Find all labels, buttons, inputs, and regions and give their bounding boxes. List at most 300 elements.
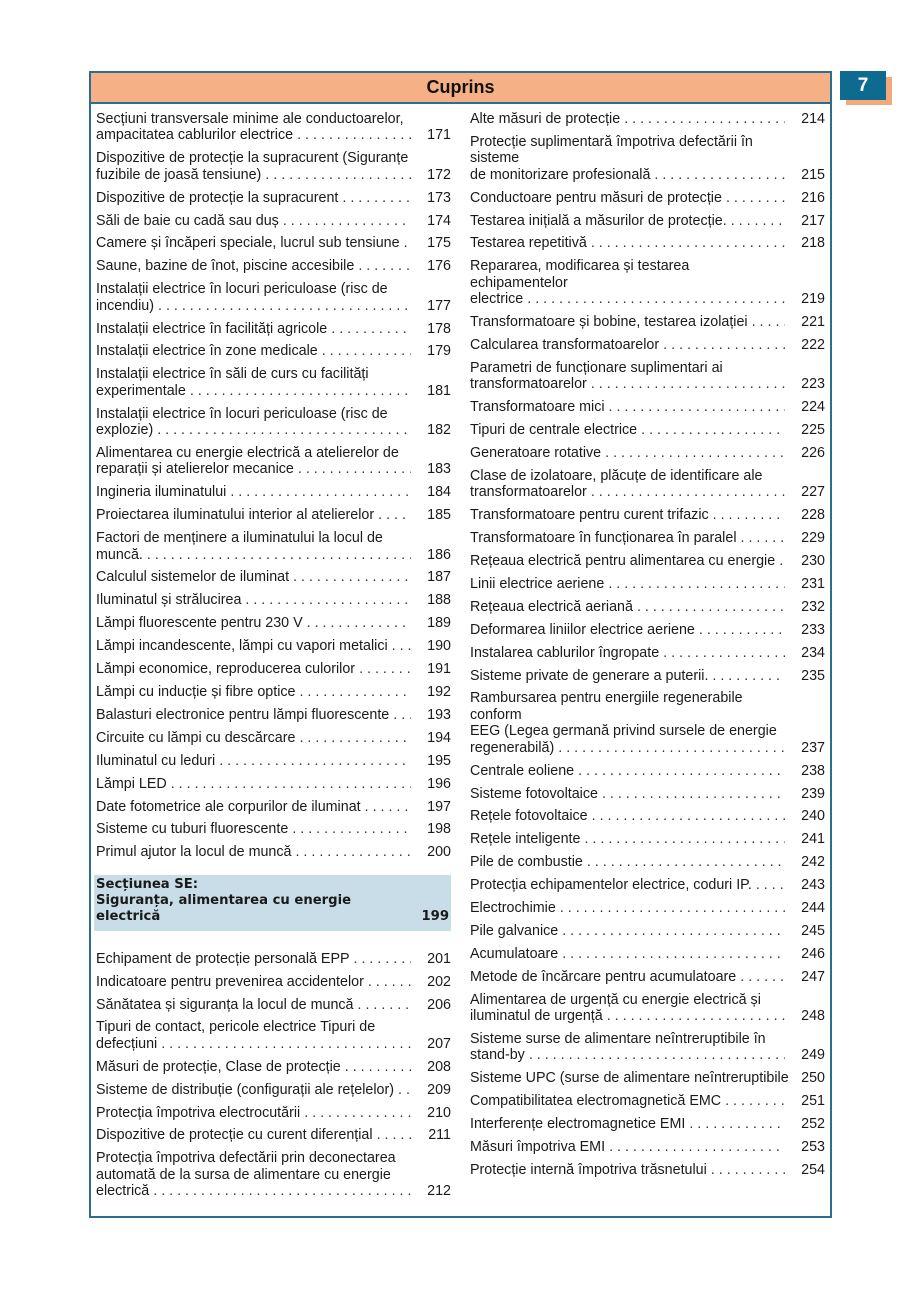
dot-leader [607, 1008, 785, 1024]
dot-leader [295, 844, 411, 860]
dot-leader [663, 337, 785, 353]
dot-leader [345, 1059, 411, 1075]
toc-entry-title-line: Sisteme surse de alimentare neîntreruptibile în [470, 1030, 766, 1047]
toc-entry-title-line: Protecția împotriva defectării prin deconectarea [96, 1150, 396, 1167]
dot-leader [605, 445, 785, 461]
toc-entry-title: electrică [96, 1183, 150, 1200]
toc-page-number: 191 [427, 661, 451, 678]
toc-entry-title: Sisteme cu tuburi fluorescente [96, 821, 289, 838]
toc-page-number: 176 [427, 258, 451, 275]
dot-leader [299, 684, 411, 700]
toc-entry[interactable] [96, 1082, 451, 1098]
dot-leader [587, 854, 785, 870]
toc-entry-title: Măsuri împotriva EMI [470, 1139, 606, 1155]
toc-entry[interactable] [470, 576, 825, 592]
toc-entry-title: Sisteme private de generare a puterii. [470, 667, 709, 684]
toc-page-number: 243 [801, 877, 825, 894]
toc-entry[interactable] [470, 530, 825, 546]
toc-entry[interactable] [96, 235, 451, 251]
dot-leader [245, 592, 411, 608]
dot-leader [404, 235, 411, 251]
toc-entry[interactable] [470, 360, 825, 393]
toc-entry[interactable] [96, 707, 451, 723]
toc-entry[interactable] [470, 877, 825, 893]
toc-entry[interactable] [96, 730, 451, 746]
toc-entry[interactable] [470, 599, 825, 615]
dot-leader [398, 1082, 411, 1098]
toc-entry[interactable] [96, 258, 451, 274]
toc-page-number: 225 [801, 422, 825, 439]
toc-entry[interactable] [96, 366, 451, 399]
toc-entry-title-line: Factori de menținere a iluminatului la locul de [96, 530, 383, 547]
toc-entry[interactable] [470, 831, 825, 847]
toc-entry-title: transformatoarelor [470, 484, 587, 501]
dot-leader [297, 127, 411, 143]
toc-entry-title: Echipament de protecție personală EPP [96, 950, 350, 967]
toc-entry-title: Protecția echipamentelor electrice, coduri IP. [470, 877, 752, 894]
toc-entry[interactable] [96, 974, 451, 990]
toc-page-number: 178 [427, 320, 451, 337]
dot-leader [608, 576, 785, 592]
toc-entry[interactable] [96, 343, 451, 359]
toc-page-number: 211 [428, 1127, 451, 1144]
toc-entry-title: Interferențe electromagnetice EMI [470, 1116, 686, 1133]
toc-entry[interactable] [470, 763, 825, 779]
toc-entry-title: Lămpi cu inducție și fibre optice [96, 683, 296, 700]
toc-entry[interactable] [96, 638, 451, 654]
dot-leader [591, 484, 785, 500]
toc-entry[interactable] [96, 321, 451, 337]
dot-leader [527, 291, 785, 307]
toc-entry-title: Iluminatul cu leduri [96, 752, 216, 769]
dot-leader [283, 213, 411, 229]
toc-entry-title: Transformatoare pentru curent trifazic [470, 507, 709, 524]
toc-entry-title: Instalații electrice în facilități agricole [96, 320, 328, 337]
toc-page-number: 248 [801, 1008, 825, 1025]
toc-entry-title: Rețele inteligente [470, 831, 581, 848]
dot-leader [358, 258, 411, 274]
toc-page-number: 214 [801, 111, 825, 127]
toc-entry-title: Transformatoare și bobine, testarea izolației [470, 314, 748, 331]
toc-entry[interactable] [470, 969, 825, 985]
dot-leader [712, 668, 785, 684]
toc-page-number: 232 [801, 598, 825, 615]
toc-entry-title: electrice [470, 291, 524, 308]
toc-page-number: 216 [801, 189, 825, 206]
toc-entry-title: Proiectarea iluminatului interior al atelierelor [96, 507, 375, 524]
toc-entry-title: Pile galvanice [470, 922, 559, 939]
dot-leader [322, 343, 411, 359]
section-label: Secțiunea SE: [96, 876, 199, 892]
toc-entry[interactable] [96, 484, 451, 500]
toc-page-number: 249 [801, 1047, 825, 1064]
toc-entry-title: Balasturi electronice pentru lămpi fluorescente [96, 706, 390, 723]
toc-page-number: 184 [427, 484, 451, 501]
toc-entry-title: Alte măsuri de protecție [470, 111, 621, 127]
toc-page-number: 194 [427, 729, 451, 746]
toc-entry[interactable] [470, 1031, 825, 1064]
toc-list-right [470, 111, 825, 1178]
dot-leader [171, 776, 411, 792]
toc-entry-title: Camere și încăperi speciale, lucrul sub tensiune [96, 235, 400, 252]
toc-left-column [96, 111, 451, 1206]
toc-entry[interactable] [470, 786, 825, 802]
toc-page-number: 245 [801, 922, 825, 939]
toc-entry[interactable] [96, 111, 451, 144]
toc-entry-title: Protecția împotriva electrocutării [96, 1104, 301, 1121]
dot-leader [529, 1047, 785, 1063]
toc-page-number: 188 [427, 592, 451, 609]
toc-entry[interactable] [470, 992, 825, 1025]
toc-entry-title: Circuite cu lămpi cu descărcare [96, 729, 296, 746]
toc-page-number: 200 [427, 844, 451, 861]
dot-leader [365, 799, 411, 815]
toc-page-number: 221 [801, 314, 825, 331]
dot-leader [219, 753, 411, 769]
toc-entry-title-line: Parametri de funcționare suplimentari ai [470, 359, 723, 376]
toc-entry[interactable] [470, 507, 825, 523]
page-number-badge: 7 [840, 71, 886, 100]
toc-entry-title: muncă. [96, 546, 143, 563]
toc-entry[interactable] [96, 753, 451, 769]
dot-leader [354, 951, 411, 967]
toc-entry-title: transformatoarelor [470, 376, 587, 393]
section-title: Siguranța, alimentarea cu energie electrică [96, 892, 352, 924]
dot-leader [562, 923, 785, 939]
toc-entry-title: Primul ajutor la locul de muncă [96, 844, 292, 861]
toc-page-number: 240 [801, 808, 825, 825]
toc-entry-title: Ingineria iluminatului [96, 484, 227, 501]
dot-leader [230, 484, 411, 500]
toc-entry[interactable] [470, 1162, 825, 1178]
toc-page-number: 254 [801, 1161, 825, 1178]
toc-page-number: 244 [801, 900, 825, 917]
toc-entry[interactable] [470, 213, 825, 229]
toc-page-number: 183 [427, 461, 451, 478]
toc-entry-title: Iluminatul și strălucirea [96, 592, 242, 609]
toc-entry-title: Dispozitive de protecție cu curent diferențial [96, 1127, 373, 1144]
toc-page-number: 227 [801, 484, 825, 501]
toc-page-number: 246 [801, 945, 825, 962]
toc-entry[interactable] [470, 645, 825, 661]
toc-entry-title: Instalarea cablurilor îngropate [470, 644, 660, 661]
toc-entry-title: Metode de încărcare pentru acumulatoare [470, 968, 737, 985]
toc-page-number: 237 [801, 739, 825, 756]
toc-entry[interactable] [96, 281, 451, 314]
toc-entry-title: Compatibilitatea electromagnetică EMC [470, 1093, 722, 1110]
toc-entry-title: Lămpi fluorescente pentru 230 V [96, 615, 303, 632]
toc-page-number: 195 [427, 752, 451, 769]
dot-leader [699, 622, 785, 638]
toc-entry-title-line: EEG (Legea germană privind sursele de energie [470, 723, 777, 740]
dot-leader [584, 831, 785, 847]
toc-page-number: 201 [427, 950, 451, 967]
toc-entry-title: Testarea inițială a măsurilor de protecție. [470, 212, 727, 229]
toc-entry[interactable] [470, 134, 825, 183]
page-title: Cuprins [91, 73, 830, 104]
toc-page-number: 182 [427, 422, 451, 439]
toc-entry-title: Dispozitive de protecție la supracurent [96, 189, 339, 206]
toc-entry[interactable] [96, 530, 451, 563]
toc-entry-title-line: Instalații electrice în săli de curs cu facilități [96, 366, 369, 383]
toc-entry-title: ampacitatea cablurilor electrice [96, 127, 294, 144]
toc-page-number: 198 [427, 821, 451, 838]
toc-entry[interactable] [96, 776, 451, 792]
toc-page-number: 171 [427, 127, 451, 144]
toc-page-number: 202 [427, 973, 451, 990]
toc-page-number: 209 [427, 1081, 451, 1098]
dot-leader [153, 1183, 411, 1199]
toc-entry-title: de monitorizare profesională [470, 166, 651, 183]
toc-page-number: 217 [801, 212, 825, 229]
toc-entry[interactable] [96, 1150, 451, 1199]
dot-leader [377, 1127, 411, 1143]
toc-entry-title: stand-by [470, 1047, 525, 1064]
dot-leader [392, 638, 411, 654]
dot-leader [756, 877, 785, 893]
toc-entry[interactable] [470, 1093, 825, 1109]
toc-page-number: 181 [427, 382, 451, 399]
toc-entry-title-line: automată de la sursa de alimentare cu energie [96, 1166, 391, 1183]
toc-entry-title: Rețeaua electrică pentru alimentarea cu energie [470, 553, 776, 570]
toc-page-number: 247 [801, 968, 825, 985]
toc-entry[interactable] [470, 808, 825, 824]
toc-entry[interactable] [470, 854, 825, 870]
toc-page-number: 208 [427, 1058, 451, 1075]
toc-entry-title: reparații și atelierelor mecanice [96, 461, 294, 478]
dot-leader [298, 461, 411, 477]
dot-leader [591, 235, 785, 251]
toc-entry[interactable] [96, 1105, 451, 1121]
toc-entry-title: Linii electrice aeriene [470, 575, 605, 592]
toc-entry-title-line: Repararea, modificarea și testarea echipamentelor [470, 258, 690, 291]
toc-entry[interactable] [470, 258, 825, 307]
dot-leader [393, 707, 411, 723]
toc-entry-title: Sănătatea și siguranța la locul de muncă [96, 996, 354, 1013]
section-header[interactable] [94, 875, 451, 931]
dot-leader [740, 969, 785, 985]
toc-entry-title: iluminatul de urgență [470, 1008, 603, 1025]
toc-entry[interactable] [470, 668, 825, 684]
toc-entry-title-line: Rambursarea pentru energiile regenerabile conform [470, 690, 743, 723]
toc-entry[interactable] [470, 235, 825, 251]
toc-page-number: 177 [427, 297, 451, 314]
toc-page-number: 230 [801, 553, 825, 570]
toc-entry[interactable] [470, 900, 825, 916]
dot-leader [558, 740, 785, 756]
toc-entry-title-line: Instalații electrice în locuri periculoase (risc de [96, 281, 388, 298]
toc-page-number: 218 [801, 235, 825, 252]
toc-entry[interactable] [470, 337, 825, 353]
dot-leader [779, 553, 785, 569]
toc-entry[interactable] [96, 150, 451, 183]
toc-entry[interactable] [470, 111, 825, 127]
dot-leader [689, 1116, 785, 1132]
toc-page-number: 187 [427, 569, 451, 586]
toc-entry-title: Generatoare rotative [470, 445, 602, 461]
toc-entry-title: Lămpi LED [96, 775, 167, 792]
dot-leader [725, 1093, 785, 1109]
toc-entry[interactable] [96, 592, 451, 608]
toc-entry[interactable] [470, 422, 825, 438]
dot-leader [578, 763, 785, 779]
dot-leader [293, 569, 411, 585]
toc-entry[interactable] [470, 445, 825, 461]
toc-page-number: 212 [427, 1183, 451, 1200]
toc-entry-title-line: Protecție suplimentară împotriva defectării în sisteme [470, 133, 753, 167]
toc-page-number: 252 [801, 1116, 825, 1133]
toc-entry[interactable] [96, 1019, 451, 1052]
toc-entry[interactable] [470, 1139, 825, 1155]
toc-page-number: 226 [801, 445, 825, 461]
dot-leader [711, 1162, 785, 1178]
dot-leader [158, 298, 411, 314]
toc-entry[interactable] [96, 569, 451, 585]
toc-page-number: 215 [801, 166, 825, 183]
toc-entry[interactable] [96, 406, 451, 439]
toc-entry-title: Rețele fotovoltaice [470, 808, 588, 825]
toc-entry[interactable] [96, 684, 451, 700]
toc-page-number: 222 [801, 336, 825, 353]
toc-page-number: 192 [427, 683, 451, 700]
toc-page-number: 229 [801, 530, 825, 547]
toc-page-number: 224 [801, 399, 825, 416]
dot-leader [342, 190, 411, 206]
toc-entry[interactable] [470, 314, 825, 330]
toc-page-number: 223 [801, 376, 825, 393]
toc-entry[interactable] [96, 507, 451, 523]
dot-leader [147, 547, 411, 563]
dot-leader [713, 507, 785, 523]
toc-page-number: 172 [427, 166, 451, 183]
toc-entry[interactable] [470, 190, 825, 206]
toc-page-number: 238 [801, 762, 825, 779]
toc-page-number: 241 [801, 831, 825, 848]
toc-entry[interactable] [470, 468, 825, 501]
toc-page-number: 239 [801, 785, 825, 802]
toc-page-number: 250 [801, 1070, 825, 1087]
toc-entry[interactable] [470, 553, 825, 569]
toc-page-number: 190 [427, 638, 451, 655]
toc-entry-title: Acumulatoare [470, 945, 559, 962]
section-page-number: 199 [421, 908, 449, 924]
dot-leader [591, 376, 785, 392]
toc-entry-title: Deformarea liniilor electrice aeriene [470, 621, 695, 638]
toc-entry[interactable] [470, 399, 825, 415]
toc-entry[interactable] [96, 190, 451, 206]
dot-leader [726, 190, 785, 206]
toc-entry-title: Instalații electrice în zone medicale [96, 343, 318, 360]
dot-leader [331, 321, 411, 337]
toc-entry-title: Pile de combustie [470, 854, 583, 871]
toc-page-number: 196 [427, 775, 451, 792]
toc-entry-title-line: Instalații electrice în locuri periculoase (risc de [96, 405, 388, 422]
toc-entry[interactable] [96, 213, 451, 229]
toc-entry[interactable] [470, 1116, 825, 1132]
toc-entry[interactable] [470, 622, 825, 638]
toc-entry[interactable] [96, 997, 451, 1013]
toc-entry-title: Rețeaua electrică aeriană [470, 598, 633, 615]
toc-page-number: 233 [801, 621, 825, 638]
toc-page-number: 234 [801, 644, 825, 661]
toc-entry-title: Transformatoare mici [470, 399, 605, 416]
toc-page-number: 210 [427, 1104, 451, 1121]
toc-page-number: 175 [427, 235, 451, 252]
toc-entry-title: Sisteme fotovoltaice [470, 785, 598, 802]
dot-leader [641, 422, 785, 438]
toc-entry-title: Transformatoare în funcționarea în paralel [470, 530, 737, 547]
toc-entry[interactable] [470, 923, 825, 939]
toc-entry-title: Conductoare pentru măsuri de protecție [470, 189, 722, 206]
toc-entry-title: defecțiuni [96, 1035, 158, 1052]
dot-leader [157, 422, 411, 438]
dot-leader [378, 507, 411, 523]
dot-leader [562, 946, 785, 962]
toc-entry[interactable] [470, 690, 825, 756]
dot-leader [637, 599, 785, 615]
toc-entry[interactable] [96, 1059, 451, 1075]
toc-page-number: 206 [427, 996, 451, 1013]
toc-page-number: 231 [801, 575, 825, 592]
dot-leader [368, 974, 411, 990]
toc-entry-title: Protecție internă împotriva trăsnetului [470, 1161, 707, 1178]
toc-entry-title-line: Alimentarea de urgență cu energie electrică și [470, 991, 761, 1008]
toc-page-number: 251 [801, 1093, 825, 1110]
toc-entry-title: Lămpi incandescente, lămpi cu vapori metalici [96, 638, 388, 655]
toc-page-number: 197 [427, 798, 451, 815]
toc-page-number: 242 [801, 854, 825, 871]
toc-entry-title: Date fotometrice ale corpurilor de iluminat [96, 798, 361, 815]
dot-leader [609, 1139, 785, 1155]
toc-entry[interactable] [470, 1070, 825, 1086]
toc-entry-title-line: Dispozitive de protecție la supracurent (Siguranțe [96, 150, 409, 167]
toc-list-left [96, 111, 451, 861]
toc-entry[interactable] [96, 615, 451, 631]
dot-leader [359, 661, 411, 677]
toc-entry-title: Calculul sistemelor de iluminat [96, 569, 290, 586]
toc-entry-title: Calcularea transformatoarelor [470, 336, 660, 353]
dot-leader [161, 1036, 411, 1052]
dot-leader [358, 997, 411, 1013]
dot-leader [741, 530, 786, 546]
toc-entry[interactable] [96, 821, 451, 837]
toc-entry-title: fuzibile de joasă tensiune) [96, 166, 262, 183]
dot-leader [731, 213, 785, 229]
toc-entry[interactable] [96, 1127, 451, 1143]
toc-entry-title: explozie) [96, 422, 154, 439]
toc-entry[interactable] [470, 946, 825, 962]
toc-entry[interactable] [96, 445, 451, 478]
dot-leader [663, 645, 785, 661]
dot-leader [654, 167, 785, 183]
toc-entry[interactable] [96, 951, 451, 967]
dot-leader [592, 808, 785, 824]
toc-list-left-after [96, 951, 451, 1200]
toc-entry[interactable] [96, 799, 451, 815]
dot-leader [624, 111, 785, 127]
toc-page-number: 207 [427, 1035, 451, 1052]
dot-leader [292, 821, 411, 837]
dot-leader [304, 1105, 411, 1121]
toc-page-number: 186 [427, 546, 451, 563]
toc-entry[interactable] [96, 661, 451, 677]
toc-page-number: 179 [427, 343, 451, 360]
toc-entry-title: Sisteme de distribuție (configurații ale rețelelor) [96, 1081, 394, 1098]
toc-entry-title: regenerabilă) [470, 739, 555, 756]
toc-entry[interactable] [96, 844, 451, 860]
toc-page-number: 219 [801, 291, 825, 308]
toc-page-number: 253 [801, 1139, 825, 1155]
